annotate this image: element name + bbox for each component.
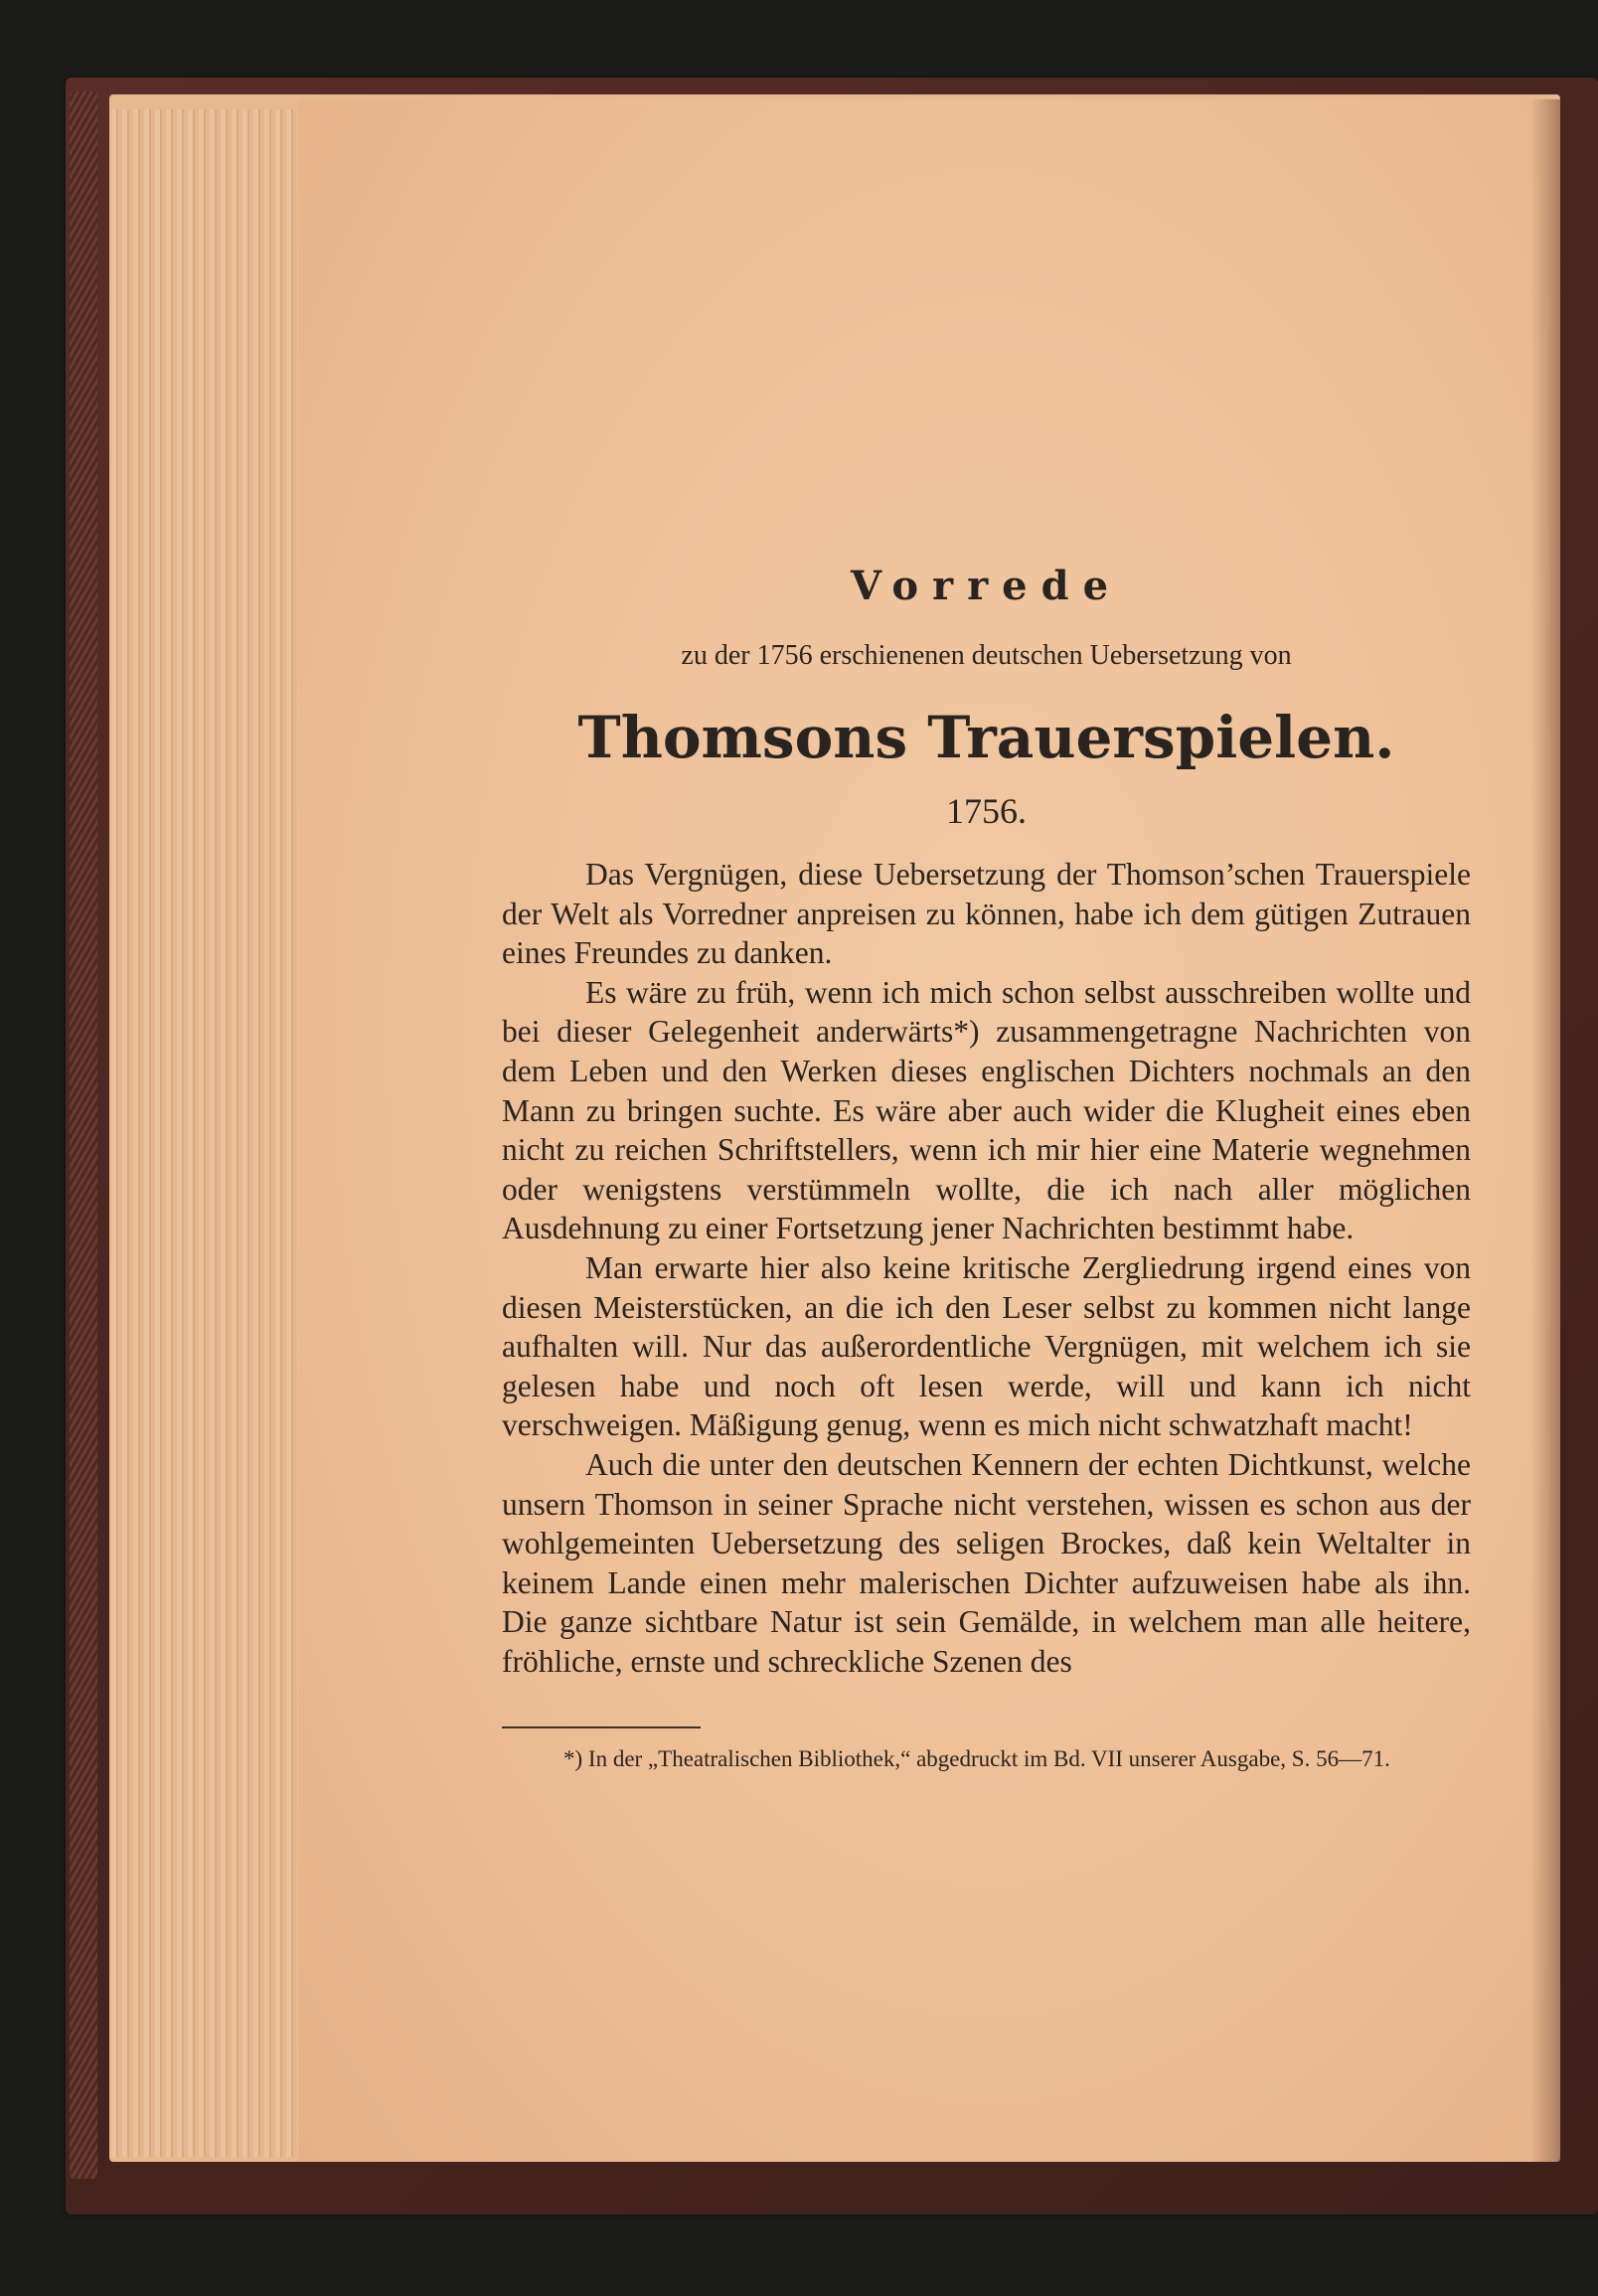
footnote-rule: [502, 1726, 701, 1728]
paragraph: Auch die unter den deutschen Kennern der echten Dichtkunst, welche unsern Thomson in seiner Sprache nicht verstehen, wissen es schon aus der wohlgemeinten Uebersetzung des seligen Brockes, daß kein Weltalter in keinem Lande einen mehr malerischen Dichter aufzuweisen habe als ihn. Die ganze sichtbare Natur ist sein Gemälde, in welchem man alle heitere, fröhliche, ernste und schreckliche Szenen des: [502, 1446, 1471, 1679]
cover-spine-edge: [70, 91, 97, 2179]
paragraph: Das Vergnügen, diese Uebersetzung der Thomson’schen Trauerspiele der Welt als Vorredner anpreisen zu können, habe ich dem gütigen Zutrauen eines Freundes zu danken.: [502, 857, 1471, 971]
heading-year: 1756.: [946, 791, 1027, 831]
page-stack-edges: [111, 109, 312, 2157]
heading-subtitle: zu der 1756 erschienenen deutschen Uebersetzung von: [681, 640, 1292, 671]
body-text: [502, 855, 1471, 1681]
footnote-text: *) In der „Theatralischen Bibliothek,“ abgedruckt im Bd. VII unserer Ausgabe, S. 56—71.: [563, 1746, 1390, 1772]
heading-main-title: Thomsons Trauerspielen.: [577, 704, 1395, 771]
paragraph: Es wäre zu früh, wenn ich mich schon selbst ausschreiben wollte und bei dieser Gelegenheit anderwärts*) zusammengetragne Nachrichten von dem Leben und den Werken dieses englischen Dichters nochmals an den Mann zu bringen suchte. Es wäre aber auch wider die Klugheit eines eben nicht zu reichen Schriftstellers, wenn ich mir hier eine Materie wegnehmen oder wenigstens verstümmeln wollte, die ich nach aller möglichen Ausdehnung zu einer Fortsetzung jener Nachrichten bestimmt habe.: [502, 974, 1471, 1246]
page-text: [502, 557, 1471, 1776]
heading-vorrede: Vorrede: [850, 563, 1123, 609]
gutter-shadow: [1530, 99, 1560, 2162]
paragraph: Man erwarte hier also keine kritische Zergliedrung irgend eines von diesen Meisterstücken, an die ich den Leser selbst zu kommen nicht lange aufhalten will. Nur das außerordentliche Vergnügen, mit welchem ich sie gelesen habe und noch oft lesen werde, will und kann ich nicht verschweigen. Mäßigung genug, wenn es mich nicht schwatzhaft macht!: [502, 1249, 1471, 1443]
footnote: [502, 1742, 1471, 1776]
